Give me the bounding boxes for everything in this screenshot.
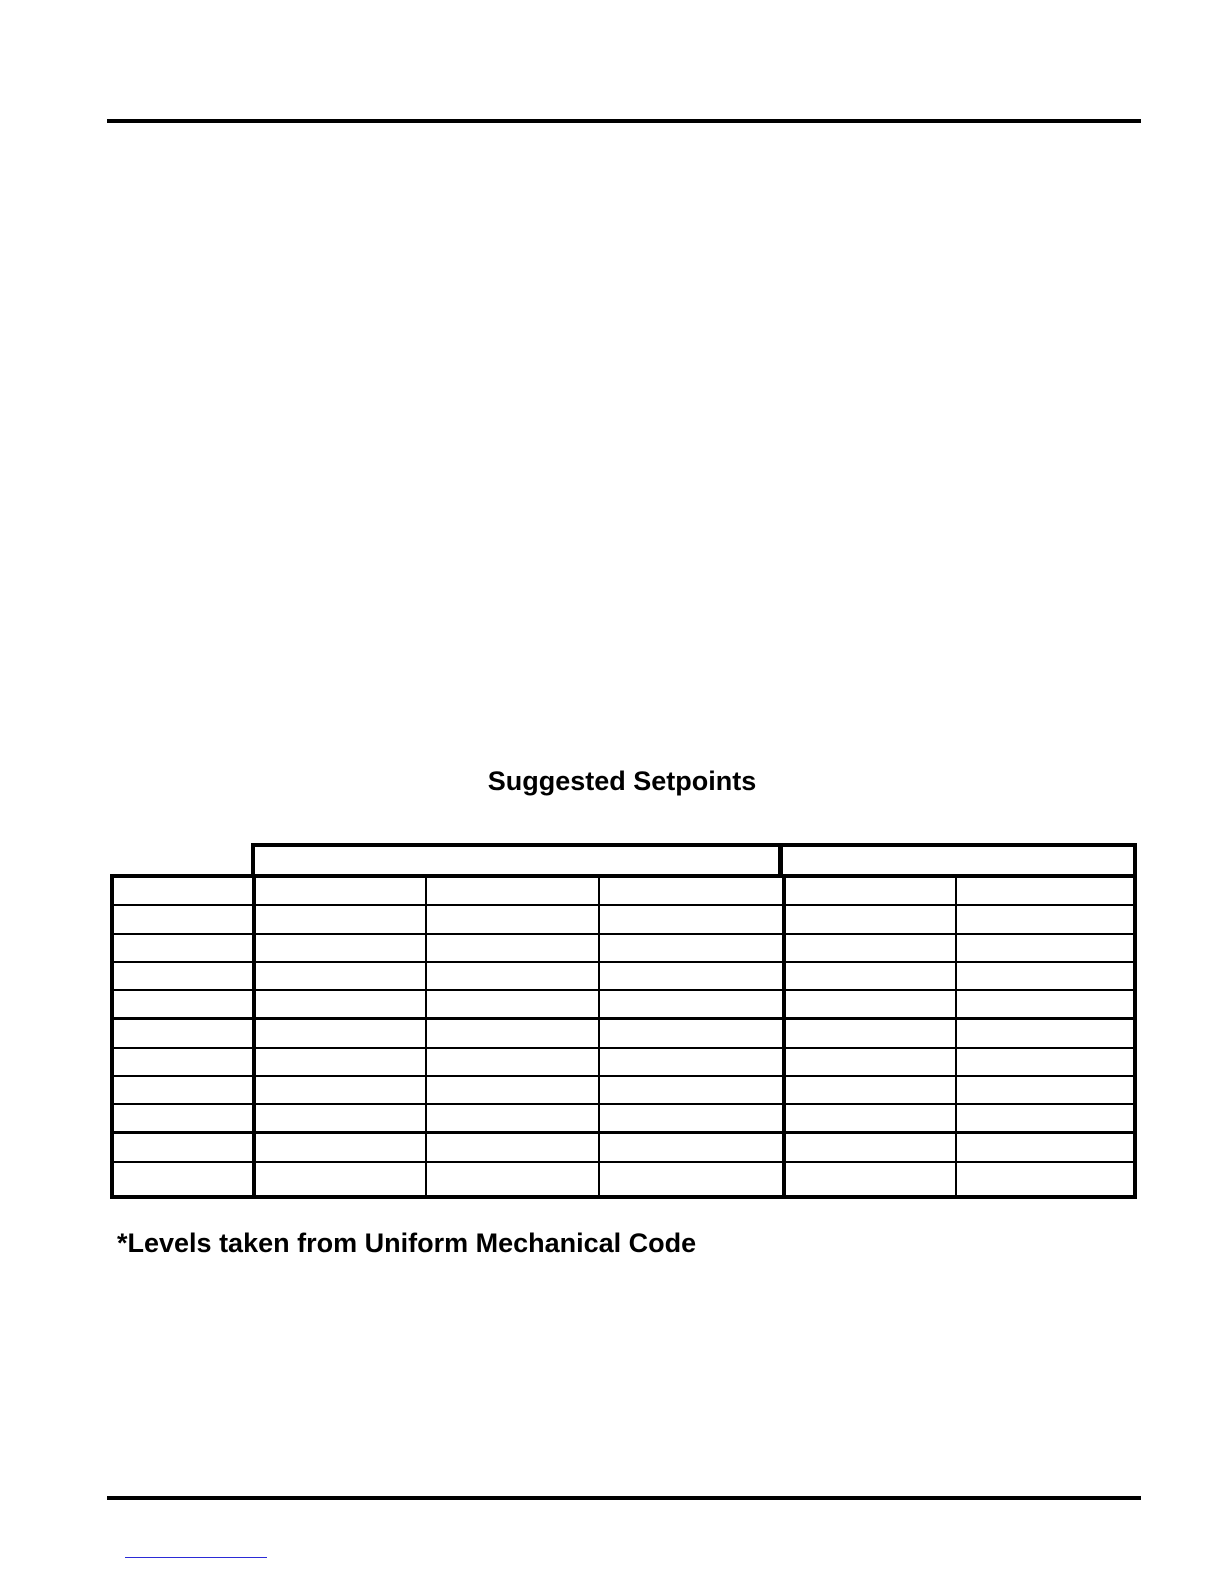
footer-link-underline[interactable] [125, 1557, 267, 1558]
table-cell [956, 1133, 1135, 1162]
table-cell [112, 1104, 254, 1133]
table-row [112, 876, 1135, 905]
table-cell [426, 1076, 599, 1104]
table-cell [956, 876, 1135, 905]
table-cell [956, 1019, 1135, 1048]
table-cell [254, 1048, 427, 1076]
table-row [112, 905, 1135, 933]
table-cell [599, 876, 784, 905]
table-cell [254, 1133, 427, 1162]
table-cell [112, 990, 254, 1019]
table-cell [426, 1162, 599, 1197]
table-cell [599, 1104, 784, 1133]
table-cell [112, 1133, 254, 1162]
table-cell [599, 990, 784, 1019]
table-cell [599, 1162, 784, 1197]
table-row [112, 962, 1135, 990]
table-cell [426, 876, 599, 905]
table-cell [784, 962, 957, 990]
table-cell [254, 1019, 427, 1048]
table-cell [112, 1048, 254, 1076]
table-cell [784, 1076, 957, 1104]
table-cell [254, 990, 427, 1019]
group-header-2 [779, 843, 1137, 877]
table-cell [784, 905, 957, 933]
table-cell [426, 1133, 599, 1162]
table-cell [254, 934, 427, 962]
table-cell [599, 1048, 784, 1076]
table-cell [426, 962, 599, 990]
table-cell [956, 1104, 1135, 1133]
table-cell [956, 905, 1135, 933]
table-cell [956, 1076, 1135, 1104]
table-row [112, 1104, 1135, 1133]
table-title: Suggested Setpoints [487, 766, 757, 796]
table-row [112, 990, 1135, 1019]
header-rule [107, 119, 1141, 123]
table-cell [112, 876, 254, 905]
table-cell [956, 1162, 1135, 1197]
table-cell [784, 876, 957, 905]
group-header-1 [251, 843, 782, 877]
table-cell [599, 905, 784, 933]
table-cell [426, 934, 599, 962]
table-cell [784, 1104, 957, 1133]
table-cell [112, 962, 254, 990]
table-cell [599, 1076, 784, 1104]
table-cell [254, 1162, 427, 1197]
table-cell [784, 1133, 957, 1162]
table-cell [599, 1133, 784, 1162]
table-cell [784, 1162, 957, 1197]
table-cell [599, 934, 784, 962]
table-row [112, 1133, 1135, 1162]
setpoints-grid [110, 874, 1137, 1199]
table-cell [112, 905, 254, 933]
table-cell [426, 990, 599, 1019]
table-cell [599, 1019, 784, 1048]
table-cell [426, 1104, 599, 1133]
table-cell [956, 962, 1135, 990]
table-cell [254, 905, 427, 933]
footnote: *Levels taken from Uniform Mechanical Code [117, 1228, 697, 1258]
table-cell [254, 1076, 427, 1104]
table-cell [112, 1162, 254, 1197]
table-cell [254, 1104, 427, 1133]
table-cell [784, 934, 957, 962]
table-row [112, 1019, 1135, 1048]
table-cell [112, 1076, 254, 1104]
table-cell [956, 934, 1135, 962]
table-cell [784, 1048, 957, 1076]
table-cell [784, 1019, 957, 1048]
footer-rule [107, 1496, 1141, 1500]
table-cell [254, 876, 427, 905]
table-row [112, 934, 1135, 962]
table-cell [112, 1019, 254, 1048]
table-row [112, 1048, 1135, 1076]
table-cell [599, 962, 784, 990]
table-cell [784, 990, 957, 1019]
table-row [112, 1162, 1135, 1197]
table-cell [112, 934, 254, 962]
table-cell [254, 962, 427, 990]
table-cell [956, 990, 1135, 1019]
table-row [112, 1076, 1135, 1104]
table-cell [426, 1048, 599, 1076]
table-cell [426, 1019, 599, 1048]
table-cell [426, 905, 599, 933]
setpoints-table [110, 843, 1137, 1199]
table-cell [956, 1048, 1135, 1076]
